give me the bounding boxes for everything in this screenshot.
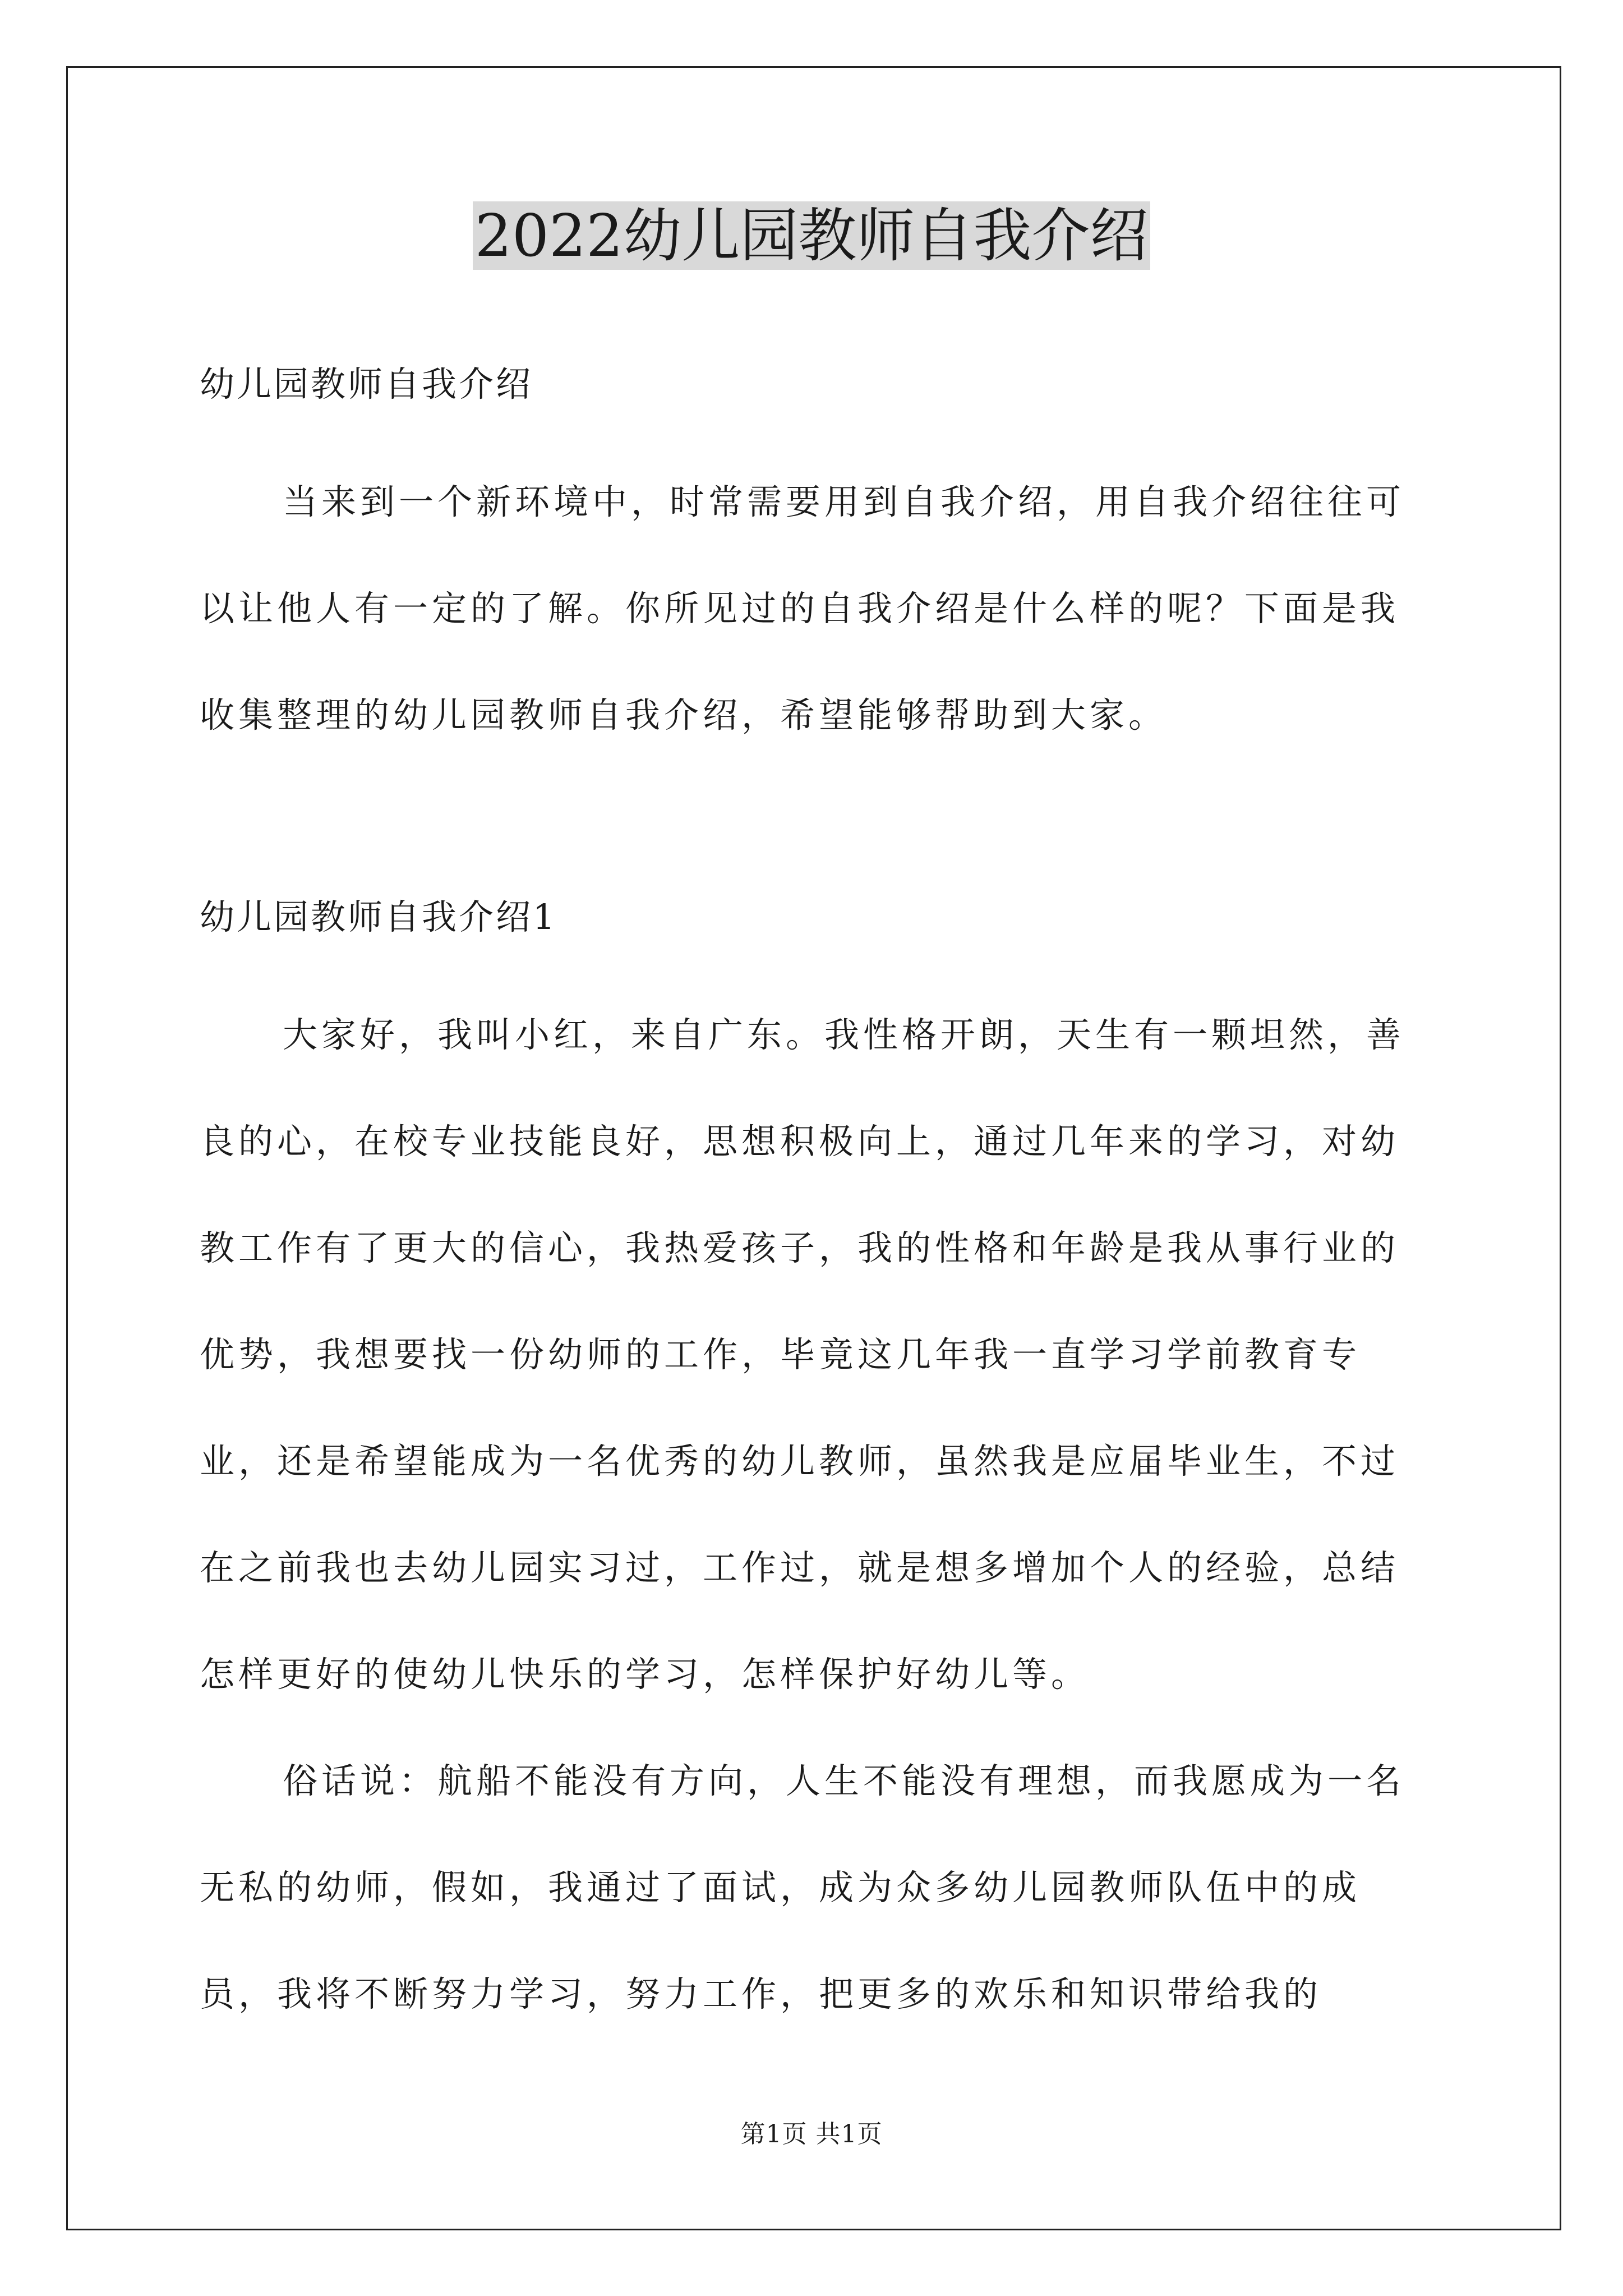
- section-heading: 幼儿园教师自我介绍: [200, 364, 533, 404]
- body-paragraph: 俗话说：航船不能没有方向，人生不能没有理想，而我愿成为一名无私的幼师，假如，我通过了面试，成为众多幼儿园教师队伍中的成员，我将不断努力学习，努力工作，把更多的欢乐和知识带给我的: [200, 1760, 1405, 2014]
- body-paragraph: 大家好，我叫小红，来自广东。我性格开朗，天生有一颗坦然，善良的心，在校专业技能良好，思想积极向上，通过几年来的学习，对幼教工作有了更大的信心，我热爱孩子，我的性格和年龄是我从事行业的优势，我想要找一份幼师的工作，毕竟这几年我一直学习学前教育专业，还是希望能成为一名优秀的幼儿教师，虽然我是应届毕业生，不过在之前我也去幼儿园实习过，工作过，就是想多增加个人的经验，总结怎样更好的使幼儿快乐的学习，怎样保护好幼儿等。: [200, 1014, 1405, 1695]
- subsection-heading: 幼儿园教师自我介绍1: [200, 896, 557, 937]
- document-title: [0, 194, 1623, 278]
- intro-paragraph: 当来到一个新环境中，时常需要用到自我介绍，用自我介绍往往可以让他人有一定的了解。你所见过的自我介绍是什么样的呢？下面是我收集整理的幼儿园教师自我介绍，希望能够帮助到大家。: [200, 481, 1405, 735]
- document-title-text: 2022幼儿园教师自我介绍: [473, 201, 1151, 270]
- page-number-footer: 第1页 共1页: [740, 2120, 883, 2148]
